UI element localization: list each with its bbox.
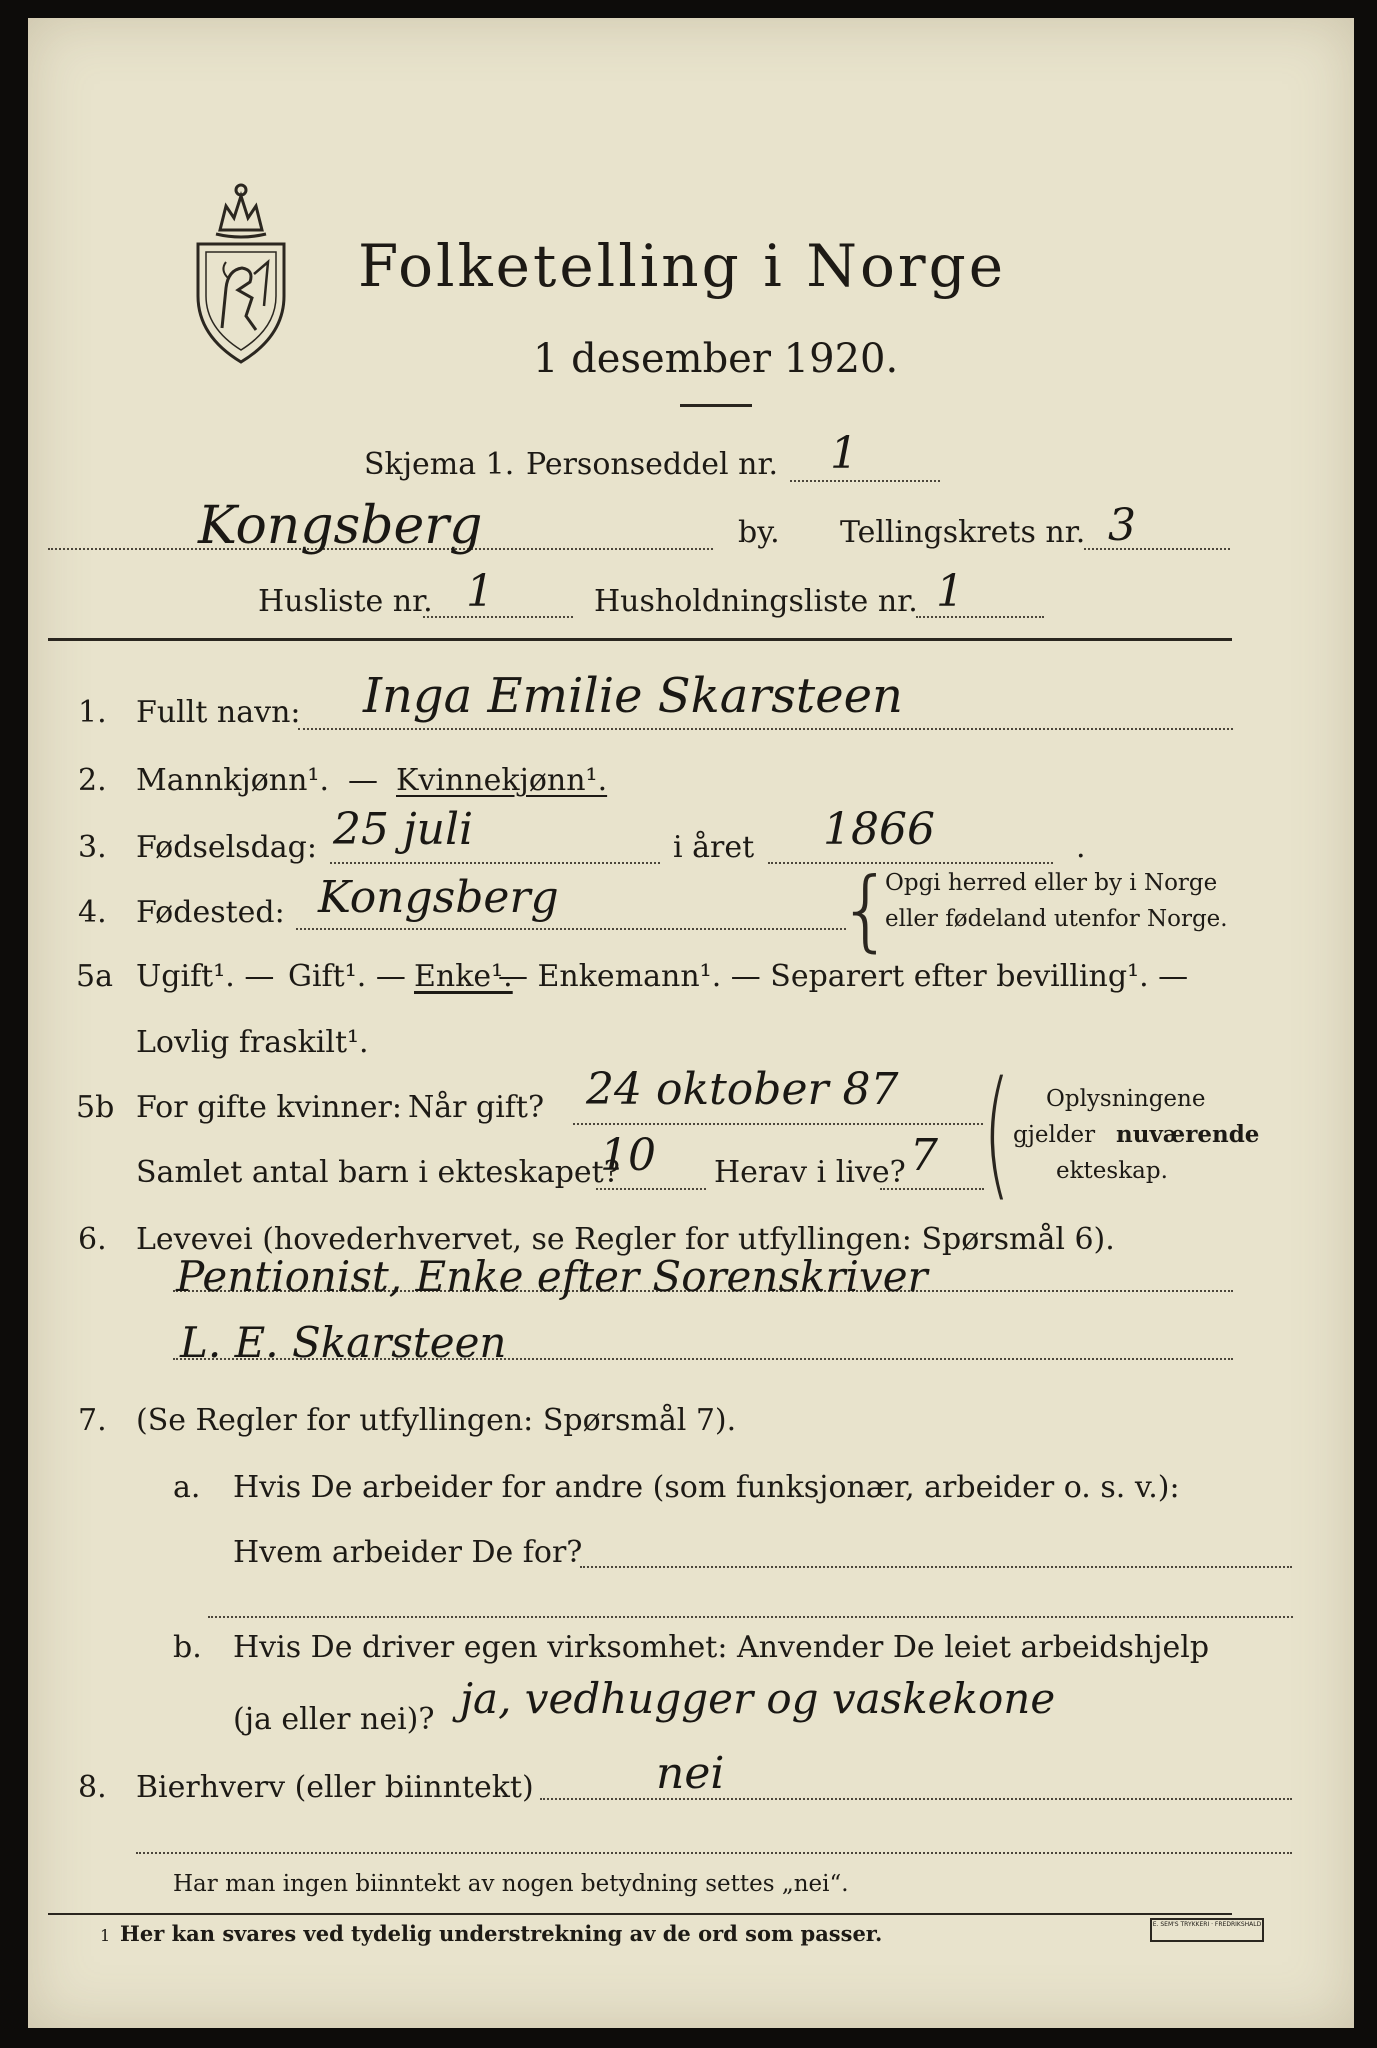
coat-of-arms-icon [190,178,292,368]
q4-label: Fødested: [136,895,285,930]
q7-number: 7. [78,1403,107,1438]
q2-number: 2. [78,763,107,798]
personseddel-label: Personseddel nr. [526,447,779,482]
mannkjonn-option: Mannkjønn¹. [136,763,329,798]
q3-end-mark: . [1076,830,1086,865]
q7-label: (Se Regler for utfyllingen: Spørsmål 7). [136,1403,737,1438]
q5b-note-line2a: gjelder [1013,1122,1096,1148]
q1-label: Fullt navn: [136,695,301,730]
naar-gift-label: Når gift? [408,1090,545,1125]
q5b-label: For gifte kvinner: [136,1090,402,1125]
footer-separator [48,1913,1232,1915]
enke-option-underlined: Enke¹. [414,959,513,994]
footnote-text: Her kan svares ved tydelig understrekning av de ord som passer. [120,1921,883,1946]
occupation-value-line2: L. E. Skarsteen [180,1318,507,1367]
q2-dash: — [348,763,378,798]
husholdningsliste-value: 1 [936,566,964,617]
q7b-text: Hvis De driver egen virksomhet: Anvender De leiet arbeidshjelp [233,1630,1210,1665]
birth-year-value: 1866 [823,804,935,855]
q4-note-line2: eller fødeland utenfor Norge. [885,906,1228,932]
hired-help-value: ja, vedhugger og vaskekone [460,1674,1056,1723]
q5b-note-line1: Oplysningene [1046,1086,1206,1112]
q7a-question: Hvem arbeider De for? [233,1535,583,1570]
city-value: Kongsberg [198,496,483,556]
q5b-note-line2b: nuværende [1116,1121,1260,1148]
occupation-value-line1: Pentionist, Enke efter Sorenskriver [176,1252,928,1301]
q3-number: 3. [78,830,107,865]
census-form-sheet: Folketelling i Norge 1 desember 1920. Skjema 1. Personseddel nr. 1 Kongsberg by. Tellingskrets nr. 3 Husliste nr. 1 Husholdningsliste nr. 1 1. Fullt navn: Inga Emilie Skarsteen 2. Mannkjønn¹. — Kvinnekjønn¹. 3. Fødselsdag: 25 juli i året 1866 . 4. Fødested: Kongsberg { Opgi herred eller by i Norge eller fødeland utenfor Norge. 5a Ugift¹. — Gift¹. — Enke¹. — Enkemann¹. — Separert efter bevilling¹. — Lovlig fraskilt¹. 5b For gifte kvinner: Når gift? 24 oktober 87 Samlet antal barn i ekteskapet? 10 Herav i live? 7 ( Oplysningene gjelder nuværende ekteskap. 6. Levevei (hovederhvervet, se Regler for utfyllingen: Spørsmål 6). Pentionist, Enke efter Sorenskriver L. E. Skarsteen 7. (Se Regler for utfyllingen: Spørsmål 7). a. Hvis De arbeider for andre (som funksjonær, arbeider o. s. v.): Hvem arbeider De for? b. Hvis De driver egen virksomhet: Anvender De leiet arbeidshjelp (ja eller nei)? ja, vedhugger og vaskekone 8. Bierhverv (eller biinntekt) nei Har man ingen biinntekt av nogen betydning settes „nei“. 1 Her kan svares ved tydelig understrekning av de ord som passer. E. SEM'S TRYKKERI · FREDRIKSHALD [28,18,1354,2028]
tellingskrets-value: 3 [1108,500,1136,551]
lovlig-fraskilt-option: Lovlig fraskilt¹. [136,1025,369,1060]
year-label: i året [673,830,755,865]
q5b-note-line3: ekteskap. [1056,1158,1168,1184]
q8-label: Bierhverv (eller biinntekt) [136,1770,534,1805]
i-live-label: Herav i live? [714,1155,906,1190]
q4-number: 4. [78,895,107,930]
form-title: Folketelling i Norge [358,232,1007,300]
husholdningsliste-label: Husholdningsliste nr. [594,584,918,619]
tellingskrets-label: Tellingskrets nr. [840,515,1086,550]
q5a-other-options: — Enkemann¹. — Separert efter bevilling¹. — [498,959,1189,994]
birthplace-value: Kongsberg [318,872,559,923]
census-date: 1 desember 1920. [533,336,899,382]
full-name-value: Inga Emilie Skarsteen [363,668,903,724]
q7b-letter: b. [173,1630,202,1665]
footer-note: Har man ingen biinntekt av nogen betydning settes „nei“. [173,1871,849,1897]
side-income-value: nei [656,1748,725,1799]
q5a-number: 5a [76,959,113,994]
footnote-number: 1 [100,1926,111,1945]
q3-label: Fødselsdag: [136,830,317,865]
gift-option: Gift¹. — [288,959,406,994]
husliste-value: 1 [466,566,494,617]
printer-stamp: E. SEM'S TRYKKERI · FREDRIKSHALD [1150,1918,1264,1942]
kvinnekjonn-option-underlined: Kvinnekjønn¹. [396,763,608,798]
husliste-label: Husliste nr. [258,584,433,619]
by-label: by. [738,515,780,550]
children-total-value: 10 [600,1130,656,1181]
q7b-question: (ja eller nei)? [233,1702,435,1737]
title-divider [680,404,752,407]
q6-label: Levevei (hovederhvervet, se Regler for utfyllingen: Spørsmål 6). [136,1222,1115,1257]
barn-label: Samlet antal barn i ekteskapet? [136,1155,620,1190]
q6-number: 6. [78,1222,107,1257]
q1-number: 1. [78,695,107,730]
q8-number: 8. [78,1770,107,1805]
skjema-label: Skjema 1. [364,447,515,482]
q7a-text: Hvis De arbeider for andre (som funksjonær, arbeider o. s. v.): [233,1470,1180,1505]
personseddel-value: 1 [830,428,858,479]
ugift-option: Ugift¹. — [136,959,275,994]
q7a-letter: a. [173,1470,201,1505]
children-alive-value: 7 [910,1130,938,1181]
marriage-date-value: 24 oktober 87 [586,1064,899,1115]
q4-note-line1: Opgi herred eller by i Norge [885,870,1218,896]
birthday-value: 25 juli [333,804,474,855]
q5b-number: 5b [76,1090,115,1125]
header-separator [48,638,1232,641]
